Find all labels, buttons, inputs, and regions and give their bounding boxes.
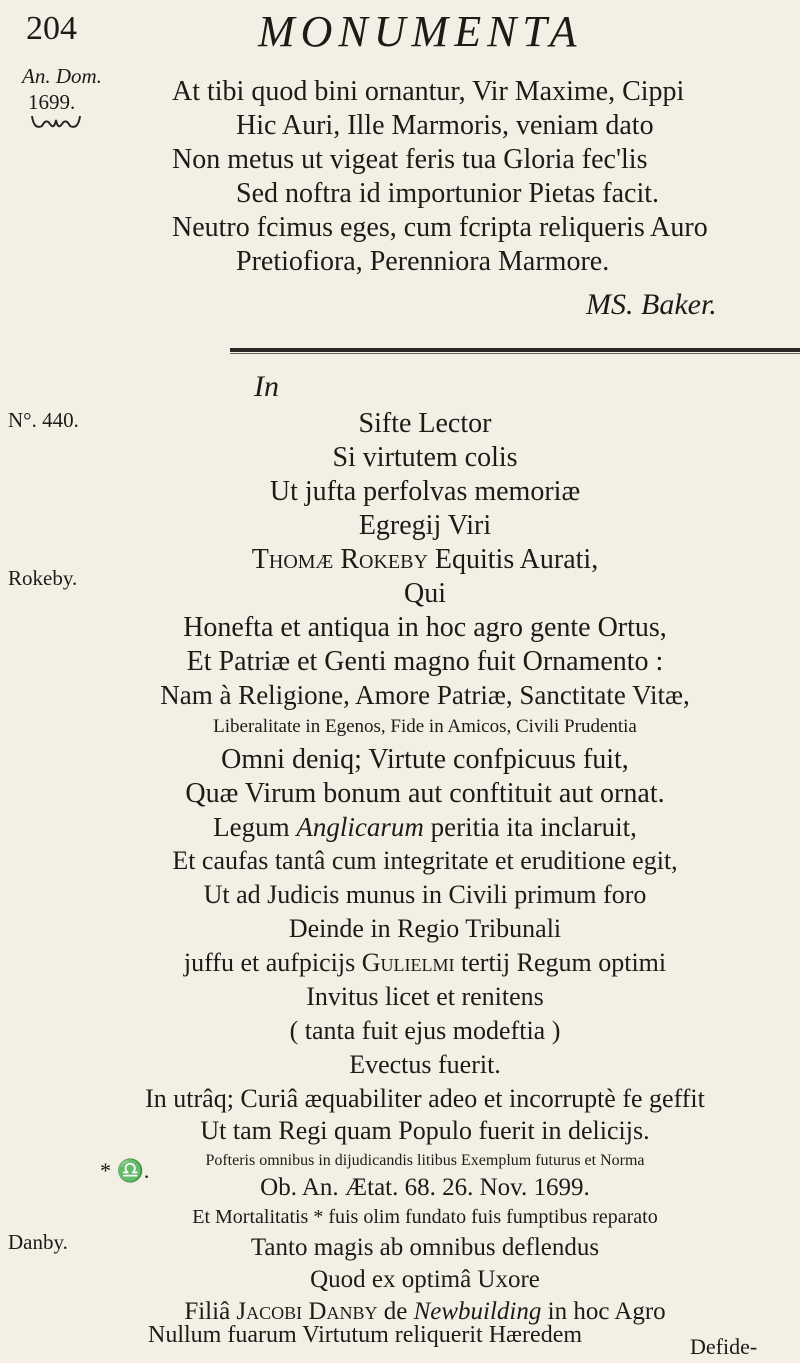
- ornament-icon: [30, 112, 82, 132]
- margin-name-rokeby: Rokeby.: [8, 566, 78, 590]
- verse-line: Hic Auri, Ille Marmoris, veniam dato: [236, 110, 654, 141]
- inscription-text: Equitis Aurati,: [427, 544, 599, 575]
- inscription-line: Et caufas tantâ cum integritate et eruditione egit,: [172, 846, 678, 875]
- inscription-anglicarum: Anglicarum: [296, 812, 424, 842]
- inscription-text: tertij Regum optimi: [454, 948, 667, 977]
- inscription-line: Ut jufta perfolvas memoriæ: [269, 476, 581, 507]
- inscription-line: Si virtutem colis: [332, 442, 518, 473]
- inscription-line: Evectus fuerit.: [349, 1050, 501, 1079]
- inscription-line: Sifte Lector: [358, 408, 492, 439]
- inscription-line: Ob. An. Ætat. 68. 26. Nov. 1699.: [260, 1174, 590, 1201]
- inscription-line: Qui: [404, 578, 446, 609]
- inscription-line: Nam à Religione, Amore Patriæ, Sanctitate Vitæ,: [160, 680, 690, 710]
- inscription-line: Ut tam Regi quam Populo fuerit in delicijs.: [200, 1116, 650, 1145]
- margin-year: 1699.: [28, 90, 76, 114]
- verse-line: Non metus ut vigeat feris tua Gloria fec'lis: [172, 144, 648, 175]
- margin-entry-number: N°. 440.: [8, 408, 79, 432]
- inscription-in: In: [254, 370, 279, 403]
- verse-attribution: MS. Baker.: [586, 288, 717, 321]
- inscription-line: Ut ad Judicis munus in Civili primum foro: [203, 880, 647, 909]
- inscription-line: Et Mortalitatis * fuis olim fundato fuis fumptibus reparato: [192, 1206, 658, 1228]
- section-divider-thin: [230, 353, 800, 354]
- inscription-line: [0, 544, 800, 576]
- inscription-line: [0, 948, 800, 978]
- inscription-newbuilding: Newbuilding: [413, 1298, 542, 1325]
- inscription-text: in hoc Agro: [541, 1298, 666, 1325]
- inscription-gulielmi: Gulielmi: [361, 948, 455, 977]
- inscription-jacobi-danby: Jacobi Danby: [236, 1298, 378, 1325]
- margin-footnote-mark: * ♎.: [100, 1158, 150, 1183]
- inscription-line: Tanto magis ab omnibus deflendus: [250, 1234, 600, 1261]
- catchword: Defide-: [690, 1334, 758, 1359]
- margin-name-danby: Danby.: [8, 1230, 68, 1254]
- inscription-line: Et Patriæ et Genti magno fuit Ornamento :: [186, 646, 664, 677]
- verse-line: Pretiofiora, Perenniora Marmore.: [236, 246, 610, 277]
- inscription-line: ( tanta fuit ejus modeftia ): [289, 1016, 561, 1045]
- inscription-line: Nullum fuarum Virtutum reliquerit Hæredem: [147, 1322, 583, 1348]
- inscription-line: [0, 812, 800, 843]
- inscription-line: Liberalitate in Egenos, Fide in Amicos, Civili Prudentia: [213, 716, 637, 737]
- inscription-line: Pofteris omnibus in dijudicandis litibus Exemplum futurus et Norma: [205, 1152, 645, 1169]
- section-divider: [230, 348, 800, 352]
- inscription-line: Honefta et antiqua in hoc agro gente Ortus,: [183, 612, 667, 643]
- verse-line: Neutro fcimus eges, cum fcripta reliqueris Auro: [172, 212, 708, 243]
- inscription-text: de: [377, 1298, 414, 1325]
- inscription-line: In utrâq; Curiâ æquabiliter adeo et incorruptè fe geffit: [145, 1084, 705, 1113]
- inscription-line: Deinde in Regio Tribunali: [288, 914, 562, 943]
- inscription-text: peritia ita inclaruit,: [423, 812, 637, 842]
- margin-year-label: An. Dom.: [22, 64, 102, 88]
- inscription-line: Quod ex optimâ Uxore: [310, 1266, 540, 1293]
- inscription-line: Egregij Viri: [358, 510, 492, 541]
- inscription-text: Filiâ: [184, 1298, 237, 1325]
- verse-line: Sed noftra id importunior Pietas facit.: [236, 178, 660, 209]
- verse-line: At tibi quod bini ornantur, Vir Maxime, Cippi: [172, 76, 685, 107]
- inscription-line: Invitus licet et renitens: [306, 982, 544, 1011]
- inscription-text: juffu et aufpicijs: [183, 948, 362, 977]
- running-title: MONUMENTA: [258, 7, 583, 56]
- inscription-line: Omni deniq; Virtute confpicuus fuit,: [221, 744, 629, 775]
- inscription-name-thomae-rokeby: Thomæ Rokeby: [251, 544, 428, 575]
- page-number: 204: [26, 10, 77, 47]
- inscription-line: Quæ Virum bonum aut conftituit aut ornat.: [185, 778, 665, 809]
- inscription-text: Legum: [213, 812, 297, 842]
